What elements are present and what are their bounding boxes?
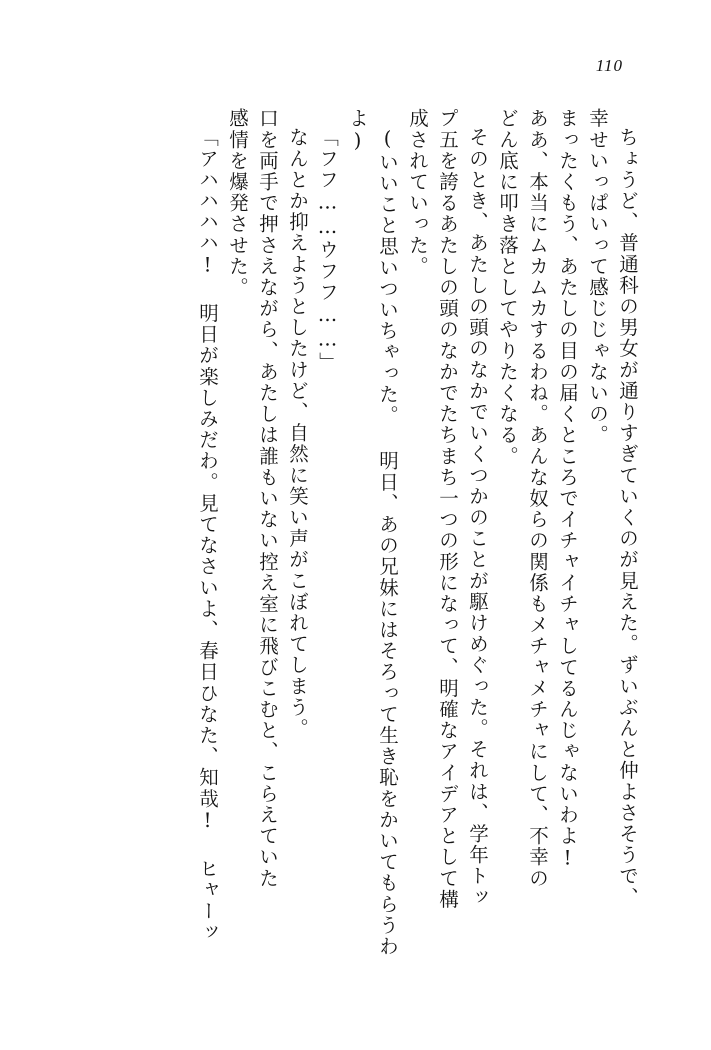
text-line: (いいこと思いついちゃった。 明日、あの兄妹にはそろって生き恥をかいてもらうわ	[376, 127, 399, 957]
text-line: まったくもう、あたしの目の届くところでイチャイチャしてるんじゃないわよ!	[556, 108, 579, 872]
text-line: 「アハハハハ! 明日が楽しみだわ。見てなさいよ、春日ひなた、知哉! ヒャーッ	[196, 127, 219, 943]
text-line: どん底に叩き落としてやりたくなる。	[496, 108, 519, 467]
vertical-text-block	[77, 108, 637, 968]
text-line: 成されていった。	[406, 108, 429, 277]
page-number: 110	[595, 56, 623, 75]
text-line: ちょうど、普通科の男女が通りすぎていくのが見えた。ずいぶんと仲よさそうで、	[616, 127, 639, 908]
text-line: 感情を爆発させた。	[226, 108, 249, 298]
text-line: 口を両手で押さえながら、あたしは誰もいない控え室に飛びこむと、こらえていた	[256, 108, 279, 889]
text-line: よ)	[346, 108, 369, 154]
text-line: そのとき、あたしの頭のなかでいくつかのことが駆けめぐった。それは、学年トッ	[466, 127, 489, 908]
text-line: 幸せいっぱいって感じじゃないの。	[586, 108, 609, 446]
text-line: なんとか抑えようとしたけど、自然に笑い声がこぼれてしまう。	[286, 127, 309, 739]
text-line: ああ、本当にムカムカするわね。あんな奴らの関係もメチャメチャにして、不幸の	[526, 108, 549, 889]
text-line: 「フフ……ウフフ……」	[316, 127, 339, 374]
text-line: プ五を誇るあたしの頭のなかでたちまち一つの形になって、明確なアイデアとして構	[436, 108, 459, 910]
